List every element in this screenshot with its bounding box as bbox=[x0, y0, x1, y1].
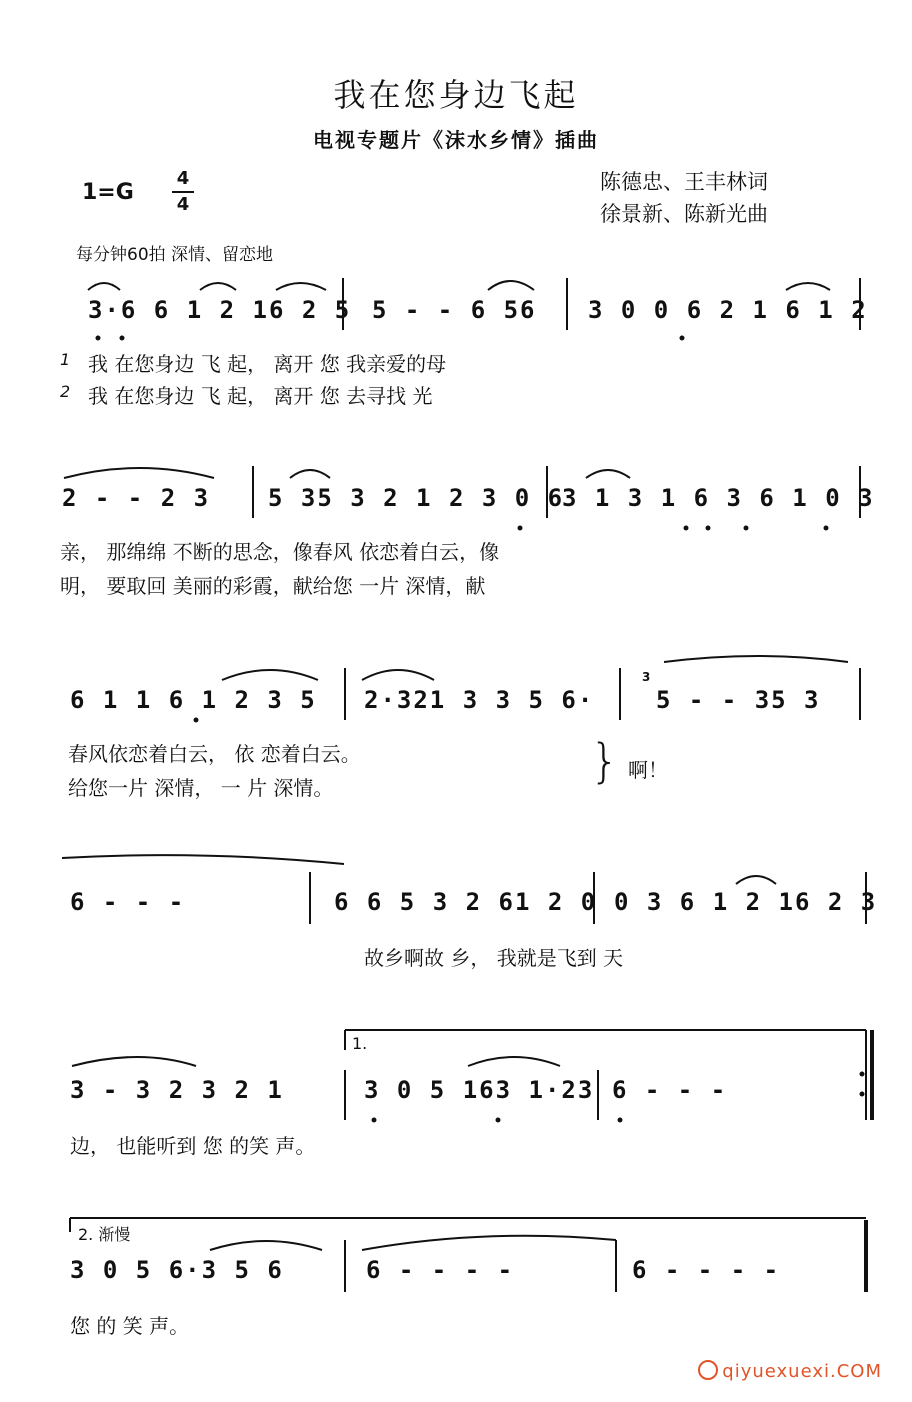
measure-3-2: 2·321 3 3 5 6· bbox=[364, 686, 595, 714]
lyric-line: 亲， 那绵绵 不断的思念，像春风 依恋着白云，像 bbox=[60, 540, 500, 564]
measure-3-1: 6 1 1 6 1 2 3 5 bbox=[70, 686, 317, 714]
volta-2: 2. 渐慢 bbox=[78, 1225, 131, 1244]
measure-5-3: 6 - - - bbox=[612, 1076, 728, 1104]
verse-number-1: 1 bbox=[60, 350, 71, 369]
lyric-line: 边， 也能听到 您 的笑 声。 bbox=[70, 1134, 316, 1158]
lyric-line: 明， 要取回 美丽的彩霞，献给您 一片 深情，献 bbox=[60, 574, 486, 598]
measure-6-2: 6 - - - - bbox=[366, 1256, 515, 1284]
song-subtitle: 电视专题片《沫水乡情》插曲 bbox=[313, 128, 599, 152]
meter-bottom: 4 bbox=[176, 194, 190, 215]
measure-4-2: 6 6 5 3 2 61 2 0 bbox=[334, 888, 598, 916]
lyric-line: 我 在您身边 飞 起， 离开 您 我亲爱的母 bbox=[88, 352, 447, 376]
measure-6-1: 3 0 5 6·3 5 6 bbox=[70, 1256, 284, 1284]
verse-number-2: 2 bbox=[60, 382, 71, 401]
measure-2-1: 2 - - 2 3 bbox=[62, 484, 211, 512]
lyric-line: 给您一片 深情， 一 片 深情。 bbox=[68, 776, 334, 800]
measure-1-2: 5 - - 6 56 bbox=[372, 296, 537, 324]
lyricist-credit: 陈德忠、王丰林词 bbox=[600, 170, 768, 194]
watermark: qiyuexuexi.COM bbox=[698, 1360, 882, 1382]
lyric-aside: 啊！ bbox=[628, 758, 668, 782]
measure-4-1: 6 - - - bbox=[70, 888, 186, 916]
meter-top: 4 bbox=[176, 168, 190, 189]
brace: } bbox=[590, 734, 620, 788]
measure-6-3: 6 - - - - bbox=[632, 1256, 781, 1284]
lyric-line: 故乡啊故 乡， 我就是飞到 天 bbox=[364, 946, 624, 970]
measure-3-3: 5 - - 35 3 bbox=[656, 686, 821, 714]
lyric-line: 我 在您身边 飞 起， 离开 您 去寻找 光 bbox=[88, 384, 433, 408]
measure-4-3: 0 3 6 1 2 16 2 3 bbox=[614, 888, 878, 916]
measure-2-2: 5 35 3 2 1 2 3 0 6 bbox=[268, 484, 565, 512]
measure-5-2: 3 0 5 163 1·23 bbox=[364, 1076, 595, 1104]
measure-5-1: 3 - 3 2 3 2 1 bbox=[70, 1076, 284, 1104]
key-signature: 1=G bbox=[82, 180, 134, 205]
lyric-line: 您 的 笑 声。 bbox=[70, 1314, 190, 1338]
composer-credit: 徐景新、陈新光曲 bbox=[600, 202, 768, 226]
lyric-line: 春风依恋着白云， 依 恋着白云。 bbox=[68, 742, 361, 766]
volta-1: 1. bbox=[352, 1034, 368, 1053]
measure-1-1: 3·6 6 1 2 16 2 5 bbox=[88, 296, 352, 324]
song-title: 我在您身边飞起 bbox=[333, 76, 579, 114]
grace-note: 3 bbox=[642, 670, 651, 684]
measure-1-3: 3 0 0 6 2 1 6 1 2 bbox=[588, 296, 868, 324]
watermark-logo-icon bbox=[698, 1360, 718, 1380]
measure-2-3: 3 1 3 1 6 3 6 1 0 3 bbox=[562, 484, 875, 512]
tempo-marking: 每分钟60拍 深情、留恋地 bbox=[76, 245, 274, 265]
